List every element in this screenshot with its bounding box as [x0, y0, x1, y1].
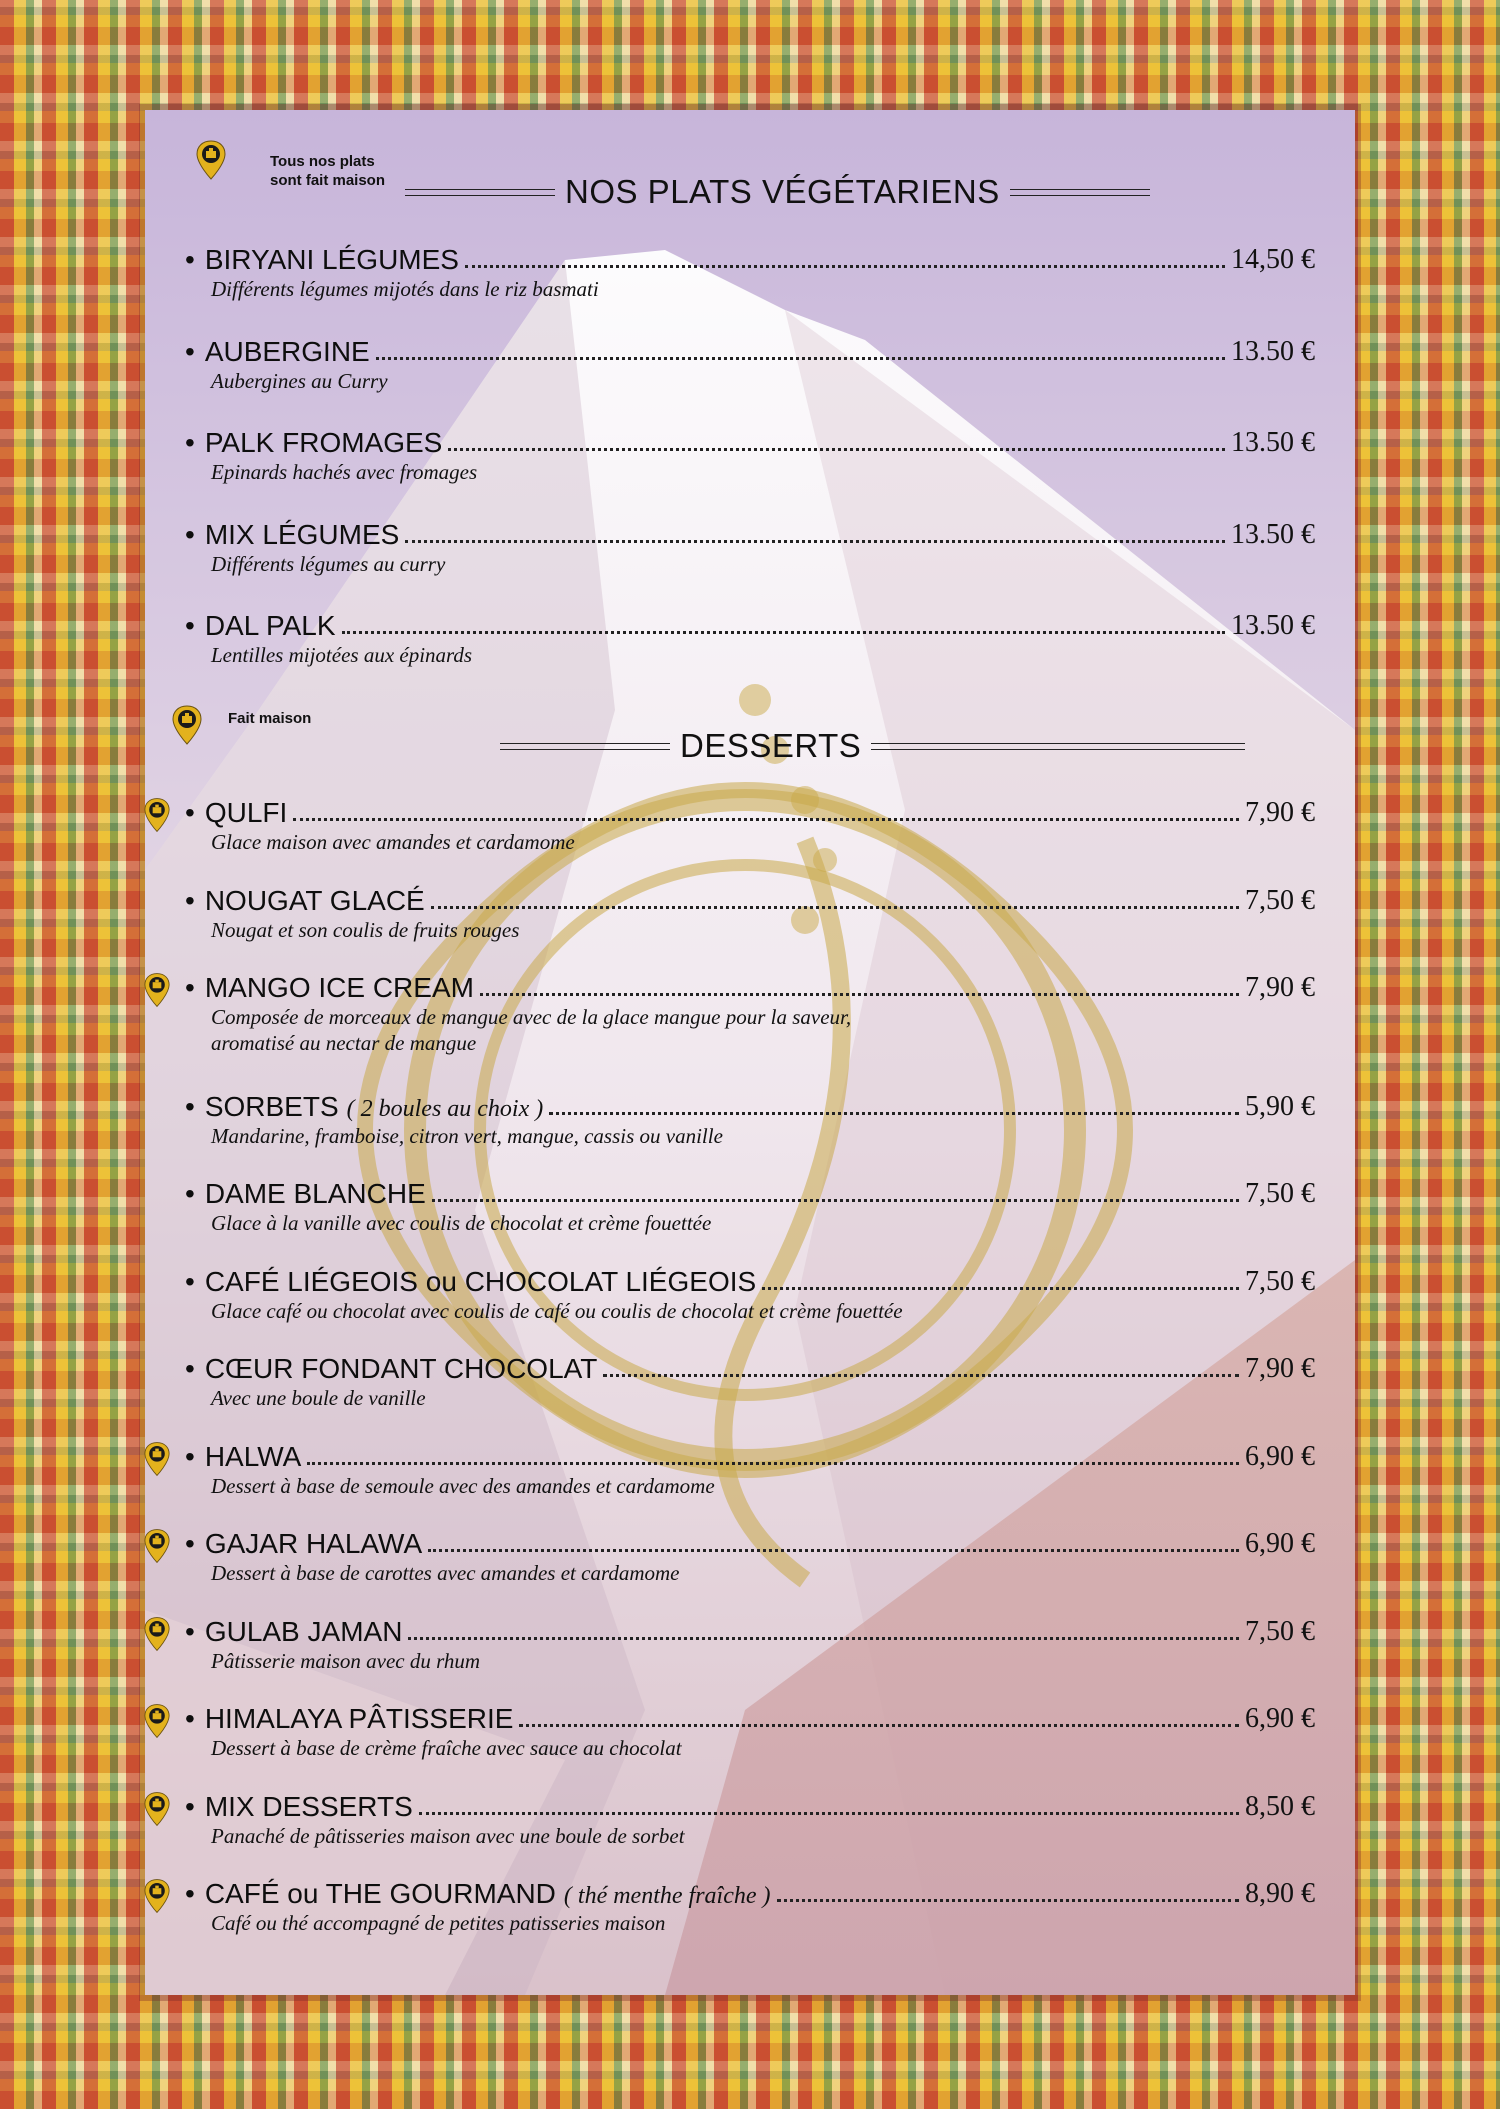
menu-item-note: ( thé menthe fraîche ): [563, 1883, 771, 1909]
dot-leader: [293, 818, 1239, 821]
menu-item-description: Mandarine, framboise, citron vert, mangue, cassis ou vanille: [211, 1123, 723, 1148]
menu-item: [185, 332, 1315, 394]
dot-leader: [405, 540, 1225, 543]
menu-item: [185, 1087, 1315, 1149]
menu-item: [185, 1174, 1315, 1236]
menu-item-name: • MIX LÉGUMES: [185, 518, 400, 550]
menu-item-name: • NOUGAT GLACÉ: [185, 884, 425, 916]
dot-leader: [519, 1724, 1239, 1727]
menu-item-price: 8,90 €: [1245, 1878, 1315, 1909]
home-made-note: [270, 152, 385, 190]
desserts-home-made-note: Fait maison: [228, 710, 312, 727]
menu-item-description: Panaché de pâtisseries maison avec une boule de sorbet: [211, 1823, 685, 1848]
dot-leader: [342, 631, 1225, 634]
menu-item-price: 13.50 €: [1231, 427, 1315, 458]
menu-item: [185, 968, 1315, 1056]
heading-rule-right: [871, 743, 1245, 750]
menu-item-name: • GULAB JAMAN: [185, 1615, 403, 1647]
menu-item-price: 7,50 €: [1245, 1615, 1315, 1647]
menu-item-price: 6,90 €: [1245, 1440, 1315, 1472]
menu-item-line: [185, 793, 1315, 829]
menu-item: [185, 423, 1315, 485]
menu-item-price: 6,90 €: [1245, 1703, 1315, 1734]
menu-item-line: [185, 1524, 1315, 1560]
menu-item-name: • MANGO ICE CREAM: [185, 972, 474, 1003]
dot-leader: [432, 1199, 1239, 1202]
menu-item-description: Dessert à base de carottes avec amandes et cardamome: [211, 1561, 680, 1585]
menu-item: [185, 1349, 1315, 1411]
menu-item: [185, 1524, 1315, 1586]
menu-item-line: [185, 1699, 1315, 1735]
menu-item-line: [185, 968, 1315, 1004]
menu-item-price: 7,50 €: [1245, 1265, 1315, 1297]
home-made-pin-icon: [144, 972, 170, 1008]
dot-leader: [419, 1812, 1239, 1815]
home-made-pin-icon: [144, 1441, 170, 1477]
menu-item-name: • MIX DESSERTS: [185, 1790, 413, 1822]
menu-item-name: • BIRYANI LÉGUMES: [185, 244, 459, 275]
home-made-note-line2: sont fait maison: [270, 172, 386, 189]
menu-item-name: • HALWA: [185, 1440, 302, 1472]
menu-item-name: • QULFI: [185, 797, 288, 828]
menu-item-line: [185, 332, 1315, 368]
menu-item-description: Nougat et son coulis de fruits rouges: [211, 917, 520, 942]
menu-item-price: 13.50 €: [1231, 518, 1315, 550]
vegetarian-title: NOS PLATS VÉGÉTARIENS: [565, 173, 1000, 210]
menu-item-price: 7,90 €: [1245, 972, 1315, 1003]
home-made-pin-icon: [144, 797, 170, 833]
menu-item-price: 5,90 €: [1245, 1090, 1315, 1122]
menu-item-price: 7,90 €: [1245, 797, 1315, 828]
dot-leader: [428, 1549, 1239, 1552]
menu-item-name: • DAL PALK: [185, 610, 336, 641]
menu-item-description: Différents légumes mijotés dans le riz basmati: [211, 277, 599, 301]
menu-item: [185, 240, 1315, 302]
menu-item-name: • GAJAR HALAWA: [185, 1528, 423, 1559]
home-made-pin-icon: [144, 1616, 170, 1652]
menu-item-description: Epinards hachés avec fromages: [211, 460, 478, 484]
dot-leader: [480, 993, 1239, 996]
dot-leader: [603, 1374, 1239, 1377]
menu-item-description: Aubergines au Curry: [211, 368, 388, 393]
menu-item-line: [185, 1437, 1315, 1473]
dot-leader: [376, 357, 1225, 360]
vegetarian-heading: [405, 173, 1150, 211]
dot-leader: [431, 906, 1239, 909]
menu-item: [185, 1874, 1315, 1936]
menu-item-name: • CŒUR FONDANT CHOCOLAT: [185, 1353, 598, 1384]
menu-item: [185, 1787, 1315, 1849]
menu-item: [185, 1699, 1315, 1761]
menu-item-description: Café ou thé accompagné de petites patisseries maison: [211, 1911, 666, 1935]
menu-item-line: [185, 1349, 1315, 1385]
menu-item-price: 13.50 €: [1231, 610, 1315, 641]
dot-leader: [549, 1112, 1239, 1115]
menu-item-name: • CAFÉ ou THE GOURMAND: [185, 1878, 556, 1909]
menu-item: [185, 1262, 1315, 1324]
menu-item-name: • SORBETS: [185, 1090, 339, 1122]
dot-leader: [465, 265, 1225, 268]
menu-item-line: [185, 1787, 1315, 1823]
menu-item-price: 8,50 €: [1245, 1790, 1315, 1822]
menu-item-name: • DAME BLANCHE: [185, 1178, 426, 1209]
menu-item-note: ( 2 boules au choix ): [346, 1095, 544, 1122]
menu-item-description: Différents légumes au curry: [211, 551, 446, 576]
home-made-pin-icon: [172, 705, 202, 745]
menu-item-name: • PALK FROMAGES: [185, 427, 443, 458]
heading-rule-left: [405, 189, 555, 196]
menu-item-price: 6,90 €: [1245, 1528, 1315, 1559]
dot-leader: [777, 1899, 1240, 1902]
menu-item-description: Dessert à base de semoule avec des amandes et cardamome: [211, 1473, 715, 1498]
menu-item-line: [185, 1874, 1315, 1910]
menu-item-line: [185, 606, 1315, 642]
menu-item-name: • HIMALAYA PÂTISSERIE: [185, 1703, 514, 1734]
dot-leader: [762, 1287, 1239, 1290]
home-made-pin-icon: [144, 1791, 170, 1827]
menu-item-price: 7,50 €: [1245, 884, 1315, 916]
menu-item-description: Glace maison avec amandes et cardamome: [211, 830, 575, 854]
desserts-heading: [500, 727, 1245, 765]
menu-item-description: Glace à la vanille avec coulis de chocolat et crème fouettée: [211, 1211, 712, 1235]
menu-item-description: Dessert à base de crème fraîche avec sauce au chocolat: [211, 1736, 682, 1760]
menu-item: [185, 881, 1315, 943]
menu-item-name: • AUBERGINE: [185, 335, 370, 367]
menu-item-line: [185, 423, 1315, 459]
menu-item: [185, 1437, 1315, 1499]
dot-leader: [448, 448, 1225, 451]
menu-item-line: [185, 1174, 1315, 1210]
menu-item-price: 13.50 €: [1231, 335, 1315, 367]
home-made-pin-icon: [144, 1528, 170, 1564]
menu-item: [185, 515, 1315, 577]
menu-item: [185, 606, 1315, 668]
menu-item: [185, 793, 1315, 855]
menu-item-line: [185, 515, 1315, 551]
menu-item-line: [185, 1262, 1315, 1298]
desserts-title: DESSERTS: [680, 727, 862, 764]
menu-item-line: [185, 881, 1315, 917]
home-made-pin-icon: [196, 140, 226, 180]
heading-rule-left: [500, 743, 670, 750]
menu-item-line: [185, 1087, 1315, 1123]
menu-item-price: 14,50 €: [1231, 244, 1315, 275]
menu-item-description: Glace café ou chocolat avec coulis de café ou coulis de chocolat et crème fouettée: [211, 1298, 903, 1323]
menu-item-line: [185, 240, 1315, 276]
home-made-pin-icon: [144, 1703, 170, 1739]
menu-item-description: Composée de morceaux de mangue avec de la glace mangue pour la saveur, aromatisé au nectar de mangue: [211, 1005, 852, 1055]
dot-leader: [408, 1637, 1239, 1640]
menu-item-name: • CAFÉ LIÉGEOIS ou CHOCOLAT LIÉGEOIS: [185, 1265, 757, 1297]
menu-item-price: 7,90 €: [1245, 1353, 1315, 1384]
home-made-pin-icon: [144, 1878, 170, 1914]
menu-item-description: Pâtisserie maison avec du rhum: [211, 1648, 481, 1673]
dot-leader: [307, 1462, 1239, 1465]
menu-item-price: 7,50 €: [1245, 1178, 1315, 1209]
menu-item-description: Avec une boule de vanille: [211, 1386, 426, 1410]
menu-item: [185, 1612, 1315, 1674]
home-made-note-line1: Tous nos plats: [270, 153, 375, 170]
menu-item-line: [185, 1612, 1315, 1648]
heading-rule-right: [1010, 189, 1150, 196]
menu-item-description: Lentilles mijotées aux épinards: [211, 643, 473, 667]
